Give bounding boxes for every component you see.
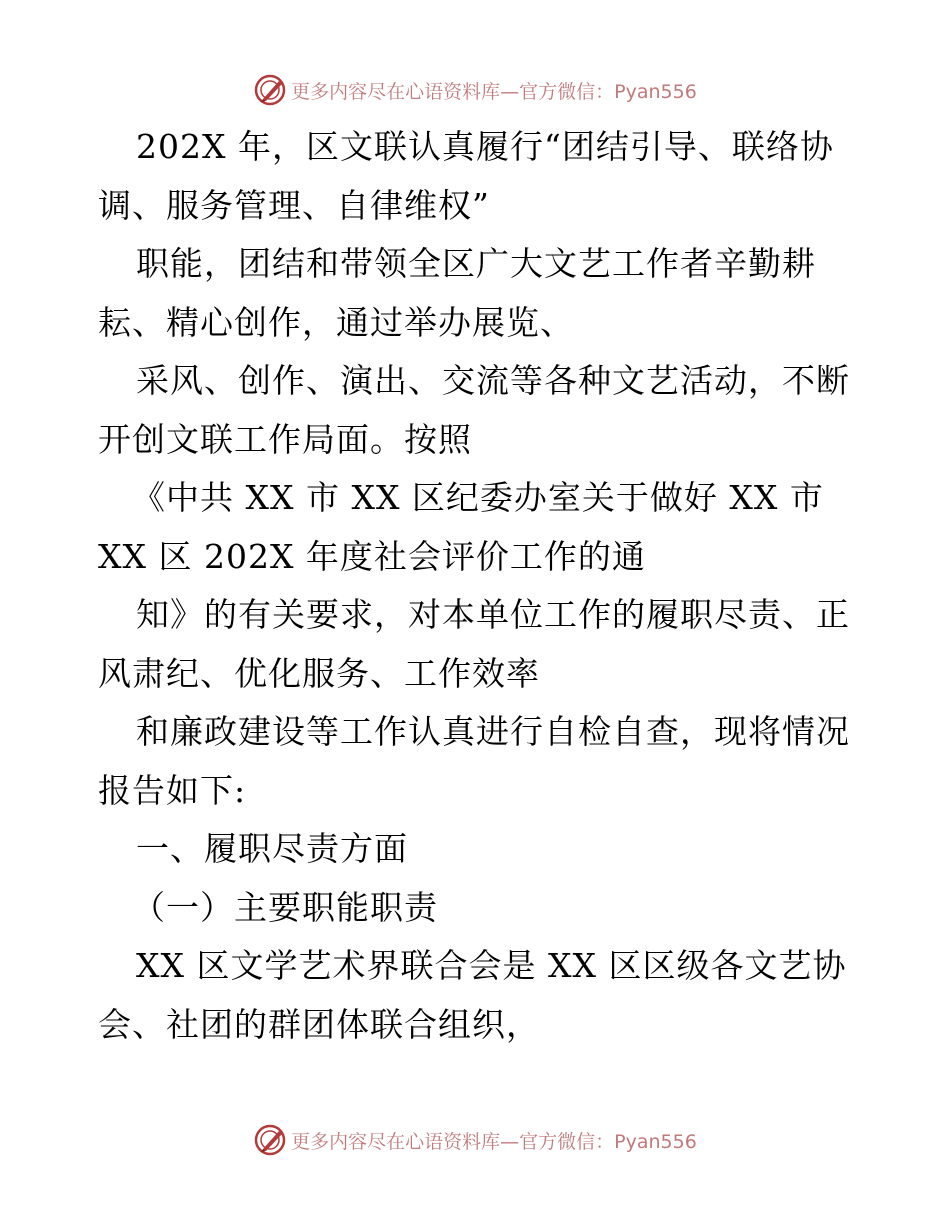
text-line: 《中共 XX 市 XX 区纪委办室关于做好 XX 市 (132, 478, 824, 517)
watermark-header (0, 72, 950, 108)
section-heading: 一、履职尽责方面 (136, 829, 408, 868)
text-line: 风肃纪、优化服务、工作效率 (98, 653, 540, 693)
subsection-heading: （一）主要职能职责 (132, 887, 438, 927)
text-line: 职能，团结和带领全区广大文艺工作者辛勤耕 (136, 244, 816, 283)
text-line: 采风、创作、演出、交流等各种文艺活动，不断 (136, 361, 850, 400)
text-line: 知》的有关要求，对本单位工作的履职尽责、正 (136, 595, 850, 634)
text-line: XX 区文学艺术界联合会是 XX 区区级各文艺协 (136, 946, 847, 985)
text-line: 耘、精心创作，通过举办展览、 (98, 302, 574, 342)
document-body (98, 118, 858, 1054)
seal-pen-icon (253, 73, 287, 107)
text-line: 报告如下: (98, 770, 247, 810)
text-line: 和廉政建设等工作认真进行自检自查，现将情况 (136, 712, 850, 751)
seal-pen-icon (253, 1123, 287, 1157)
text-line: 202X 年，区文联认真履行“团结引导、联络协 (136, 127, 834, 166)
text-line: XX 区 202X 年度社会评价工作的通 (98, 536, 646, 576)
watermark-footer (0, 1122, 950, 1158)
text-line: 会、社团的群团体联合组织， (98, 1004, 540, 1044)
watermark-text: 更多内容尽在心语资料库—官方微信：Pyan556 (291, 1130, 697, 1153)
text-line: 开创文联工作局面。按照 (98, 419, 472, 459)
watermark-text: 更多内容尽在心语资料库—官方微信：Pyan556 (291, 80, 697, 103)
text-line: 调、服务管理、自律维权” (98, 185, 490, 225)
